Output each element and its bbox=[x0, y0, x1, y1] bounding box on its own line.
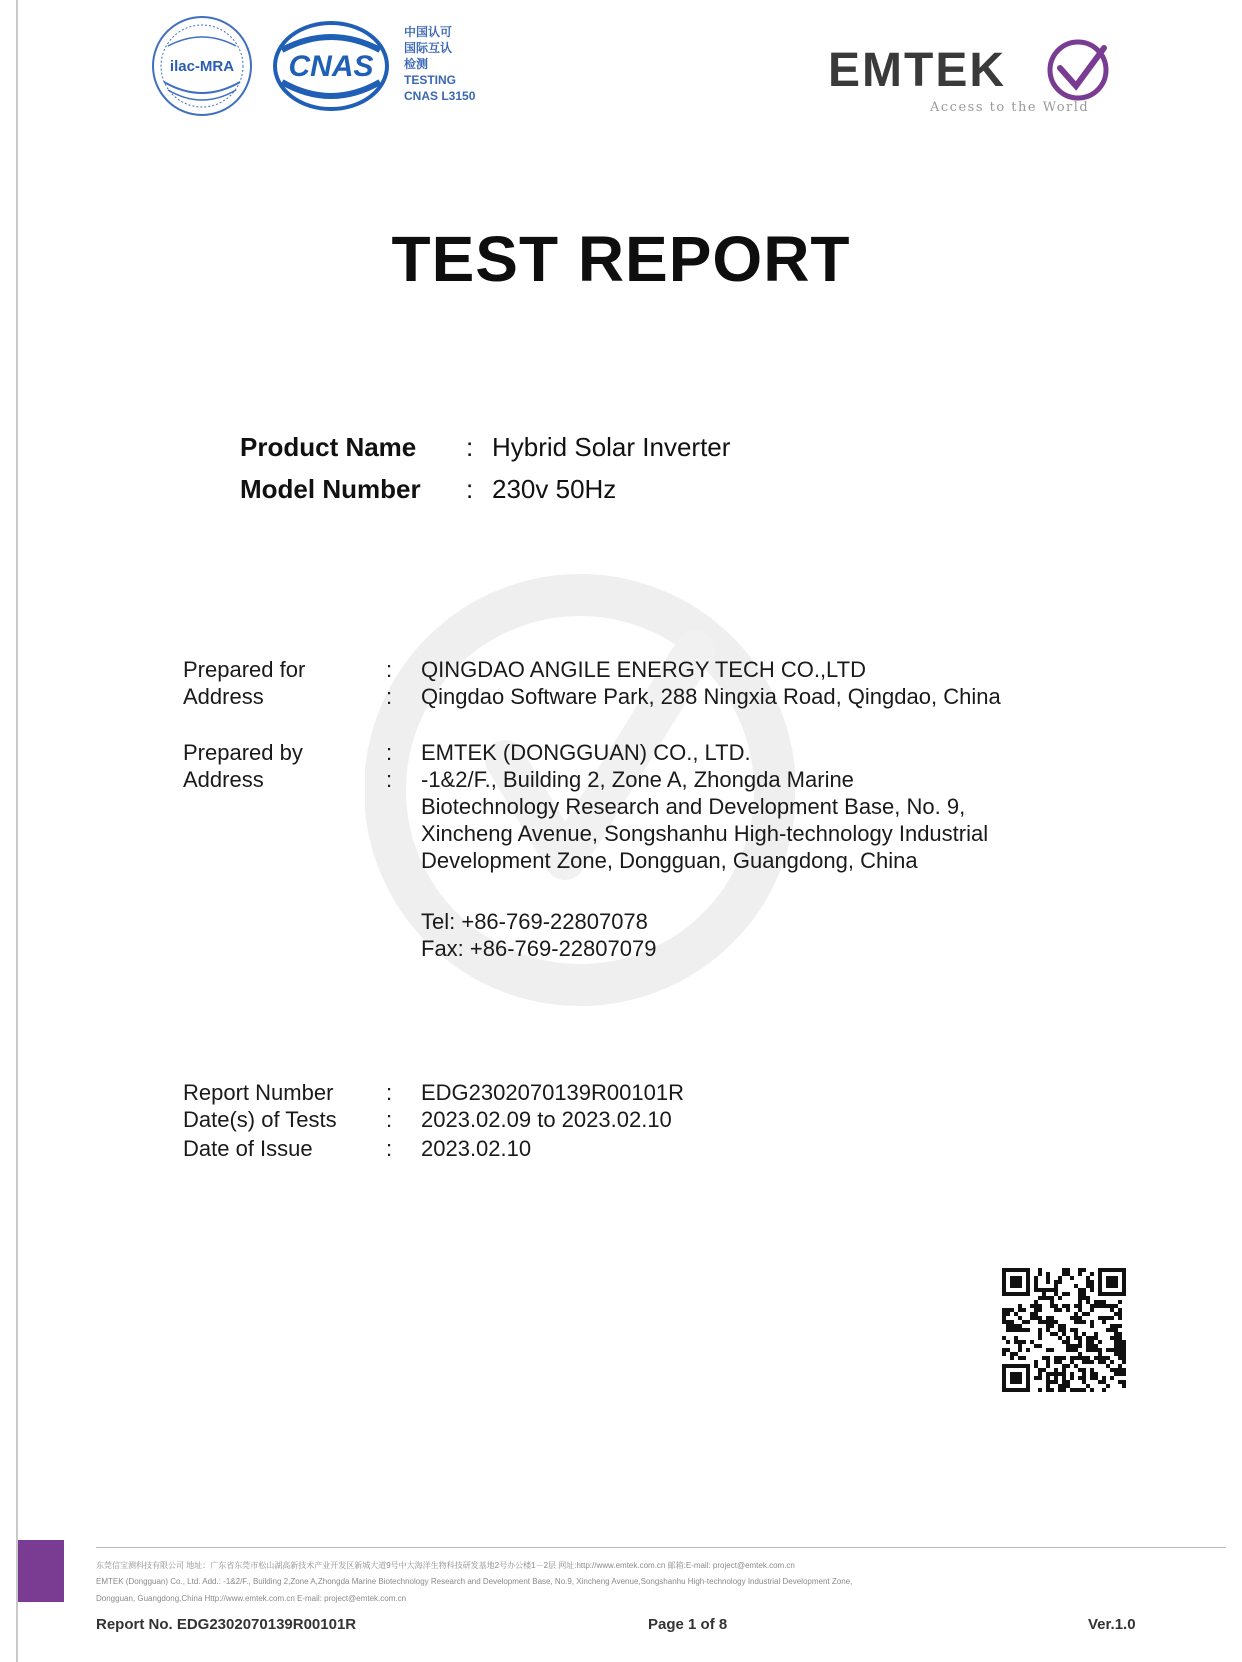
tel-value: Tel: +86-769-22807078 bbox=[421, 909, 648, 934]
prepared-by-label: Prepared by bbox=[183, 740, 303, 765]
test-dates-label: Date(s) of Tests bbox=[183, 1107, 337, 1132]
prepared-by-sep: : bbox=[386, 740, 393, 765]
test-dates-value: 2023.02.09 to 2023.02.10 bbox=[421, 1107, 672, 1132]
address-lines bbox=[421, 766, 988, 874]
footer-report-number: Report No. EDG2302070139R00101R bbox=[96, 1616, 357, 1633]
ilac-mra-logo bbox=[150, 14, 254, 118]
product-name-sep: : bbox=[466, 432, 474, 462]
address-label: Address bbox=[183, 767, 264, 792]
cnas-logo bbox=[272, 20, 390, 112]
footer-divider bbox=[96, 1547, 1226, 1548]
svg-text:EMTEK: EMTEK bbox=[828, 44, 1006, 97]
product-name-value: Hybrid Solar Inverter bbox=[492, 432, 731, 462]
footer-contact-en: EMTEK (Dongguan) Co., Ltd. Add.: -1&2/F., Building 2,Zone A,Zhongda Marine Biotechnology Research and Development Base, No.9, Xincheng Avenue,Songshanhu High-technology Industrial Development Zone, bbox=[96, 1577, 853, 1586]
test-dates-sep: : bbox=[386, 1107, 393, 1132]
address-line: Development Zone, Dongguan, Guangdong, China bbox=[421, 848, 918, 873]
footer-contact-web: Dongguan, Guangdong,China Http://www.emtek.com.cn E-mail: project@emtek.com.cn bbox=[96, 1594, 407, 1603]
model-number-label: Model Number bbox=[240, 474, 421, 504]
issue-date-label: Date of Issue bbox=[183, 1136, 313, 1161]
address-line: -1&2/F., Building 2, Zone A, Zhongda Marine bbox=[421, 767, 854, 792]
model-number-sep: : bbox=[466, 474, 474, 504]
cnas-accreditation-text: 中国认可 国际互认 检测 TESTING CNAS L3150 bbox=[404, 25, 476, 103]
prepared-for-value: QINGDAO ANGILE ENERGY TECH CO.,LTD bbox=[421, 657, 866, 682]
report-number-value: EDG2302070139R00101R bbox=[421, 1080, 684, 1105]
svg-text:CNAS: CNAS bbox=[288, 50, 374, 83]
emtek-logo bbox=[828, 34, 1118, 104]
address-line: Xincheng Avenue, Songshanhu High-technology Industrial bbox=[421, 821, 989, 846]
address-sep: : bbox=[386, 767, 393, 792]
footer-contact-cn: 东莞信宝测科技有限公司 地址：广东省东莞市松山湖高新技术产业开发区新城大道9号中大海洋生物科技研发基地2号办公楼1－2层 网址:http://www.emtek.com.cn 邮箱:E-mail: project@emtek.com.cn bbox=[96, 1561, 795, 1570]
prepared-by-value: EMTEK (DONGGUAN) CO., LTD. bbox=[421, 740, 751, 765]
fax-value: Fax: +86-769-22807079 bbox=[421, 936, 657, 961]
report-number-sep: : bbox=[386, 1080, 393, 1105]
svg-text:ilac-MRA: ilac-MRA bbox=[169, 58, 235, 75]
report-title: TEST REPORT bbox=[391, 223, 851, 295]
address-sep: : bbox=[386, 684, 393, 709]
address-value: Qingdao Software Park, 288 Ningxia Road, Qingdao, China bbox=[421, 684, 1001, 709]
model-number-value: 230v 50Hz bbox=[492, 474, 617, 504]
address-label: Address bbox=[183, 684, 264, 709]
product-name-label: Product Name bbox=[240, 432, 417, 462]
report-number-label: Report Number bbox=[183, 1080, 334, 1105]
footer-version: Ver.1.0 bbox=[1088, 1616, 1136, 1633]
footer-page-number: Page 1 of 8 bbox=[648, 1616, 728, 1633]
address-line: Biotechnology Research and Development Base, No. 9, bbox=[421, 794, 966, 819]
emtek-tagline: Access to the World bbox=[930, 100, 1090, 115]
issue-date-value: 2023.02.10 bbox=[421, 1136, 532, 1161]
prepared-for-sep: : bbox=[386, 657, 393, 682]
footer-accent-bar bbox=[18, 1540, 64, 1602]
qr-code[interactable] bbox=[1002, 1268, 1126, 1392]
issue-date-sep: : bbox=[386, 1136, 393, 1161]
prepared-for-label: Prepared for bbox=[183, 657, 306, 682]
